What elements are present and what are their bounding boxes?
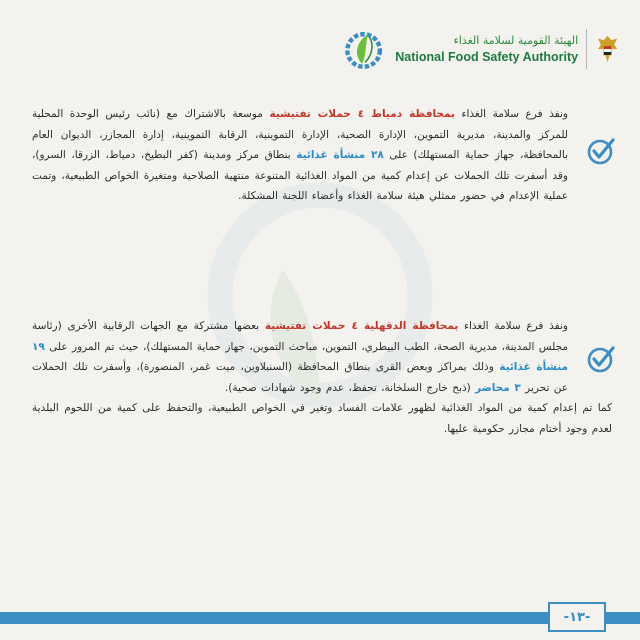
org-name-arabic: الهيئة القومية لسلامة الغذاء (453, 34, 579, 47)
governorate-highlight: بمحافظة دمياط ٤ حملات تفتيشية (269, 108, 455, 120)
paragraph-dakahlia-continued: كما تم إعدام كمية من المواد الغذائية لظهور علامات الفساد وتغير في الخواص الطبيعية، والتحفظ على كمية من اللحوم البلدية لعدم وجود أختام مجازر حكومية عليها. (32, 402, 612, 435)
text-run: (ذبح خارج السلخانة، تحفظ، عدم وجود شهادات صحية). (224, 381, 476, 394)
campaign-block-dakahlia (32, 316, 612, 440)
paragraph-damietta (32, 104, 612, 207)
paragraph-dakahlia (32, 316, 612, 398)
check-circle-icon (586, 344, 616, 374)
establishments-count-highlight: ٢٨ منشأة غذائية (296, 149, 384, 162)
egypt-eagle-emblem-icon (595, 27, 620, 71)
governorate-highlight: بمحافظة الدقهلية ٤ حملات تفتيشية (264, 320, 459, 332)
org-name-english: National Food Safety Authority (395, 50, 579, 64)
header-divider (586, 29, 587, 69)
text-run: وذلك بمراكز وبعض القرى بنطاق المحافظة (السنبلاوين، ميت غمر، المنصورة)، وأسفرت تلك الحملات عن تحرير (32, 361, 568, 394)
page-number: -١٣- (548, 602, 606, 632)
footer-bar (0, 612, 640, 624)
text-run: بعضها مشتركة مع الجهات الرقابية الأخرى (رئاسة مجلس المدينة، مديرية الصحة، الطب البيطري، التموين، مباحث التموين، جهاز حماية المستهلك)، حيث تم المرور على (32, 320, 568, 353)
check-circle-icon (586, 136, 616, 166)
header (340, 18, 620, 80)
reports-count-highlight: ٣ محاضر (475, 381, 521, 394)
establishments-count-highlight: ١٩ منشأة غذائية (32, 340, 568, 374)
text-run: ونفذ فرع سلامة الغذاء (454, 108, 568, 120)
campaign-block-damietta (32, 104, 612, 207)
text-run: ونفذ فرع سلامة الغذاء (458, 320, 568, 332)
nfsa-logo-icon (340, 17, 387, 81)
text-run: موسعة بالاشتراك مع (نائب رئيس الوحدة المحلية للمركز والمدينة، مديرية التموين، الإدارة الصحية، الإدارة التموينية، الرقابة التموينية، إدارة المجازر، الديوان العام بالمحافظة، جهاز حماية المستهلك) على (32, 108, 569, 162)
text-run: بنطاق مركز ومدينة (كفر البطيخ، دمياط، الزرقا، السرو)، وقد أسفرت تلك الحملات عن إعدام كمية من المواد الغذائية المتنوعة منتهية الصلاحية ومتغيرة الخواص الطبيعية، وتمت عملية الإعدام في حضور ممثلي هيئة سلامة الغذاء وأعضاء اللجنة المشكلة. (32, 149, 568, 203)
